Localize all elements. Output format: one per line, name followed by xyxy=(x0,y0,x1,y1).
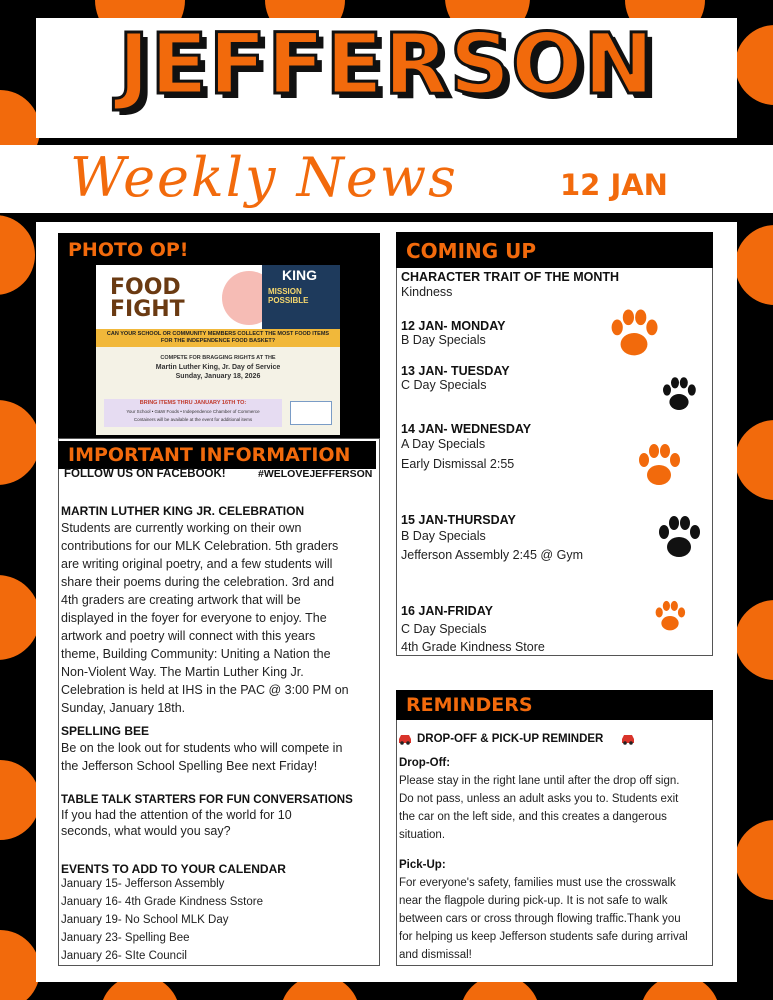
mlk-line: Celebration is held at IHS in the PAC @ 3:00 PM on xyxy=(61,683,349,697)
pickup-line: for helping us keep Jefferson students safe during arrival xyxy=(399,931,688,943)
flyer-event-date: Sunday, January 18, 2026 xyxy=(175,373,261,380)
mlk-line: share their poems during the celebration. 3rd and xyxy=(61,575,335,589)
table-talk-line: If you had the attention of the world for 10 xyxy=(61,808,292,822)
mlk-heading: MARTIN LUTHER KING JR. CELEBRATION xyxy=(61,504,305,518)
important-info-heading: IMPORTANT INFORMATION xyxy=(58,441,376,469)
event-item: January 16- 4th Grade Kindness Sstore xyxy=(61,896,264,908)
day-line: 4th Grade Kindness Store xyxy=(401,640,545,654)
trait-value: Kindness xyxy=(401,285,453,299)
flyer-title: FOOD FIGHT xyxy=(110,275,185,322)
bg-dot xyxy=(735,225,773,305)
mlk-line: Sunday, January 18th. xyxy=(61,701,186,715)
mlk-line: theme, Building Community: Uniting a Nation the xyxy=(61,647,331,661)
dropoff-line: the car on the left side, and this creates a dangerous xyxy=(399,811,667,823)
day-title: 12 JAN- MONDAY xyxy=(401,319,506,333)
bg-dot xyxy=(0,575,40,660)
events-list xyxy=(61,875,379,965)
coming-up-heading: COMING UP xyxy=(396,232,713,268)
dropoff-text xyxy=(399,772,712,844)
day-title: 13 JAN- TUESDAY xyxy=(401,364,510,378)
bg-dot xyxy=(735,820,773,900)
day-line: B Day Specials xyxy=(401,529,486,543)
food-fight-flyer xyxy=(96,265,340,435)
pickup-line: and dismissal! xyxy=(399,949,472,961)
event-item: January 26- SIte Council xyxy=(61,950,187,962)
events-heading: EVENTS TO ADD TO YOUR CALENDAR xyxy=(61,862,286,876)
bg-dot xyxy=(0,215,35,295)
flyer-king-label: KING xyxy=(282,267,317,283)
day-line: Early Dismissal 2:55 xyxy=(401,457,515,471)
paw-print-icon xyxy=(606,305,662,361)
flyer-event: Martin Luther King, Jr. Day of Service xyxy=(155,364,281,371)
bg-dot xyxy=(0,930,40,1000)
newsletter-title: JEFFERSON xyxy=(118,15,655,113)
rsvp-logo xyxy=(290,401,332,425)
pickup-line: between cars or cross through flowing traffic.Thank you xyxy=(399,913,681,925)
bg-dot xyxy=(735,600,773,680)
flyer-king-sub: MISSION POSSIBLE xyxy=(268,287,309,305)
mlk-line: artwork and poetry will connect with this years xyxy=(61,629,316,643)
day-line: Jefferson Assembly 2:45 @ Gym xyxy=(401,548,583,562)
flyer-containers: Containers will be available at the event for additional items xyxy=(133,417,253,422)
paw-print-icon xyxy=(654,512,704,562)
dropoff-heading: Drop-Off: xyxy=(399,757,451,769)
photo-op-heading: PHOTO OP! xyxy=(58,234,308,266)
flyer-question: CAN YOUR SCHOOL OR COMMUNITY MEMBERS COLLECT THE MOST FOOD ITEMS FOR THE INDEPENDENCE FOOD BASKET? xyxy=(96,329,340,347)
event-item: January 15- Jefferson Assembly xyxy=(61,878,225,890)
mlk-line: are writing original poetry, and a few students will xyxy=(61,557,333,571)
mlk-line: Students are currently working on their own xyxy=(61,521,302,535)
mlk-line: Non-Violent Way. The Martin Luther King Jr. xyxy=(61,665,304,679)
dropoff-line: Do not pass, unless an adult asks you to. Students exit xyxy=(399,793,679,805)
paw-print-icon xyxy=(652,598,688,634)
car-icon xyxy=(397,733,413,745)
day-line: A Day Specials xyxy=(401,437,486,451)
bg-dot xyxy=(735,420,773,500)
weekly-news-subtitle: Weekly News xyxy=(70,146,458,209)
day-line: B Day Specials xyxy=(401,333,486,347)
reminders-heading: REMINDERS xyxy=(396,690,713,720)
dropoff-line: Please stay in the right lane until after the drop off sign. xyxy=(399,775,680,787)
day-title: 14 JAN- WEDNESDAY xyxy=(401,422,532,436)
issue-date: 12 JAN xyxy=(560,168,668,202)
spelling-bee-heading: SPELLING BEE xyxy=(61,724,150,738)
day-line: C Day Specials xyxy=(401,622,487,636)
paw-print-icon xyxy=(659,374,699,414)
pickup-heading: Pick-Up: xyxy=(399,859,446,871)
mlk-text xyxy=(61,519,379,717)
day-line: C Day Specials xyxy=(401,378,487,392)
hashtag: #WELOVEJEFFERSON xyxy=(258,468,373,480)
car-icon xyxy=(620,733,636,745)
pickup-line: For everyone's safety, families must use the crosswalk xyxy=(399,877,676,889)
flyer-places: Your School • G&W Foods • Independence Chamber of Commerce xyxy=(126,409,260,414)
day-title: 16 JAN-FRIDAY xyxy=(401,604,493,618)
dropoff-line: situation. xyxy=(399,829,446,841)
bg-dot xyxy=(0,760,40,840)
day-title: 15 JAN-THURSDAY xyxy=(401,513,516,527)
spelling-line: the Jefferson School Spelling Bee next Friday! xyxy=(61,759,318,773)
flyer-bring: BRING ITEMS THRU JANUARY 16TH TO: xyxy=(139,400,247,406)
spelling-line: Be on the look out for students who will compete in xyxy=(61,741,343,755)
pickup-text xyxy=(399,874,712,964)
trait-heading: CHARACTER TRAIT OF THE MONTH xyxy=(401,270,620,284)
table-talk-line: seconds, what would you say? xyxy=(61,824,231,838)
bg-dot xyxy=(735,25,773,105)
bg-dot xyxy=(0,400,40,485)
mlk-line: contributions for our MLK Celebration. 5th graders xyxy=(61,539,339,553)
reminder-title: DROP-OFF & PICK-UP REMINDER xyxy=(417,733,604,745)
table-talk-heading: TABLE TALK STARTERS FOR FUN CONVERSATIONS xyxy=(61,794,353,806)
facebook-follow: FOLLOW US ON FACEBOOK! xyxy=(64,468,226,480)
pickup-line: near the flagpole during pick-up. It is not safe to walk xyxy=(399,895,668,907)
event-item: January 19- No School MLK Day xyxy=(61,914,229,926)
mlk-line: 4th graders are creating artwork that will be xyxy=(61,593,301,607)
table-talk-text xyxy=(61,807,379,839)
paw-print-icon xyxy=(634,440,684,490)
flyer-compete: COMPETE FOR BRAGGING RIGHTS AT THE xyxy=(160,355,276,361)
event-item: January 23- Spelling Bee xyxy=(61,932,190,944)
mlk-line: displayed in the foyer for everyone to enjoy. The xyxy=(61,611,327,625)
spelling-bee-text xyxy=(61,739,379,775)
